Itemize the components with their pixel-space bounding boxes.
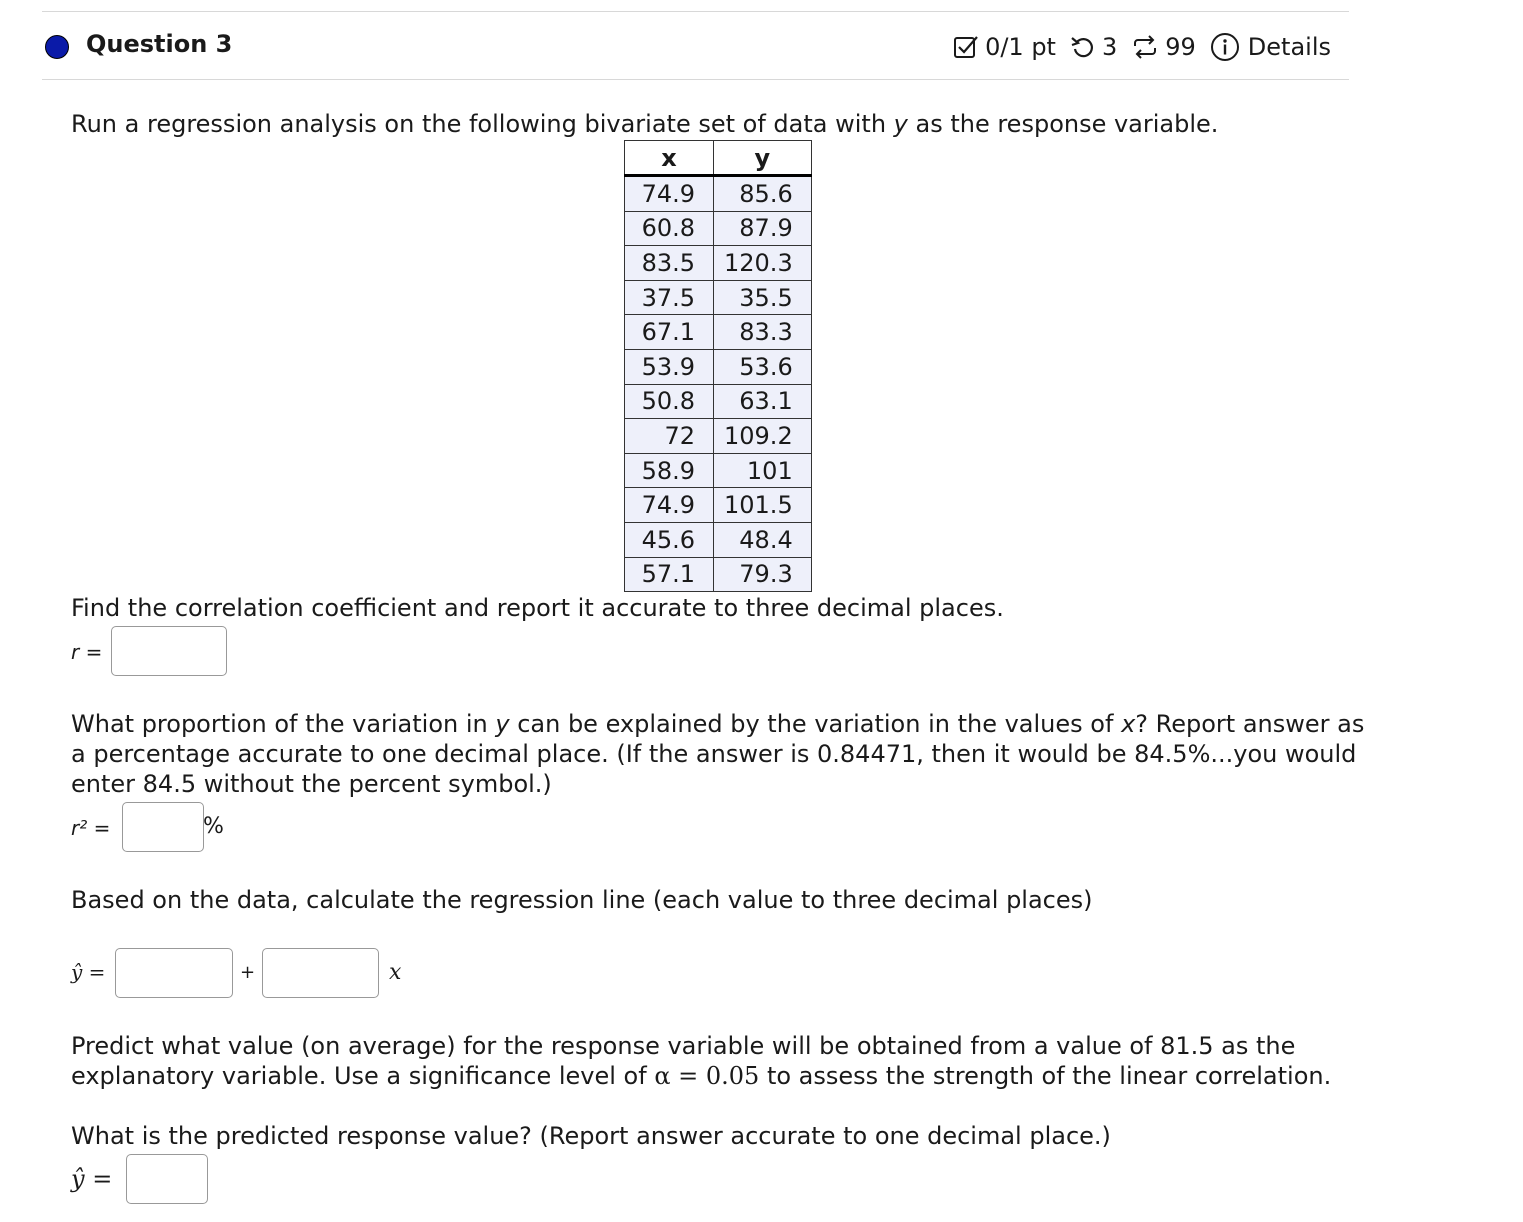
cell-y: 120.3	[714, 246, 812, 281]
checkbox-icon	[953, 34, 979, 60]
r-label: r =	[71, 640, 103, 664]
q4-line2-a: explanatory variable. Use a significance level of	[71, 1062, 655, 1090]
q4-line1: Predict what value (on average) for the response variable will be obtained from a value of 81.5 as the	[71, 1032, 1296, 1060]
question-header	[42, 12, 1349, 80]
q2-line1-a: What proportion of the variation in	[71, 710, 496, 738]
table-header-row	[625, 141, 812, 176]
cell-x: 37.5	[625, 280, 714, 315]
table-row	[625, 522, 812, 557]
header-bottom-divider	[42, 79, 1349, 80]
intro-var: y	[893, 110, 908, 138]
intercept-input[interactable]	[115, 948, 233, 998]
cell-x: 58.9	[625, 453, 714, 488]
cell-y: 35.5	[714, 280, 812, 315]
percent-suffix: %	[203, 814, 224, 839]
q1-prompt: Find the correlation coefficient and report it accurate to three decimal places.	[71, 594, 1004, 622]
cell-y: 85.6	[714, 176, 812, 212]
table-row	[625, 246, 812, 281]
cell-x: 74.9	[625, 488, 714, 523]
data-table	[624, 140, 812, 592]
cell-y: 79.3	[714, 557, 812, 592]
column-header-y: y	[714, 141, 812, 176]
table-row	[625, 349, 812, 384]
attempts-count: 99	[1165, 33, 1196, 61]
table-row	[625, 384, 812, 419]
column-header-x: x	[625, 141, 714, 176]
q2-line1-c: can be explained by the variation in the values of	[509, 710, 1122, 738]
table-row	[625, 315, 812, 350]
cell-x: 60.8	[625, 211, 714, 246]
table-row	[625, 419, 812, 454]
yhat-label: ŷ =	[71, 960, 106, 984]
table-row	[625, 557, 812, 592]
question-title: Question 3	[86, 30, 233, 58]
plus-sign: +	[240, 962, 256, 983]
cell-y: 83.3	[714, 315, 812, 350]
cell-y: 63.1	[714, 384, 812, 419]
table-row	[625, 453, 812, 488]
q2-line1-b: y	[495, 710, 510, 738]
r-input[interactable]	[111, 626, 227, 676]
q2-line1	[71, 709, 1364, 739]
attempts-icon	[1131, 34, 1159, 60]
table-row	[625, 488, 812, 523]
retry-count: 3	[1101, 33, 1118, 61]
x-symbol: x	[389, 960, 402, 985]
cell-x: 53.9	[625, 349, 714, 384]
question-status-bullet	[45, 35, 69, 59]
table-row	[625, 280, 812, 315]
cell-x: 57.1	[625, 557, 714, 592]
q3-prompt: Based on the data, calculate the regression line (each value to three decimal places)	[71, 886, 1093, 914]
score-text: 0/1 pt	[985, 33, 1056, 61]
intro-text	[71, 109, 1218, 139]
cell-x: 83.5	[625, 246, 714, 281]
q2-line1-e: ? Report answer as	[1135, 710, 1365, 738]
cell-y: 53.6	[714, 349, 812, 384]
q2-line3: enter 84.5 without the percent symbol.)	[71, 770, 552, 798]
cell-x: 50.8	[625, 384, 714, 419]
r-squared-label: r² =	[71, 816, 111, 840]
cell-y: 101.5	[714, 488, 812, 523]
q4-line2-c: to assess the strength of the linear correlation.	[759, 1062, 1332, 1090]
r-squared-input[interactable]	[122, 802, 204, 852]
info-icon[interactable]	[1210, 32, 1240, 62]
slope-input[interactable]	[262, 948, 379, 998]
cell-y: 101	[714, 453, 812, 488]
cell-x: 74.9	[625, 176, 714, 212]
question-meta	[953, 32, 1331, 62]
q4-question: What is the predicted response value? (Report answer accurate to one decimal place.)	[71, 1122, 1111, 1150]
cell-x: 72	[625, 419, 714, 454]
table-row	[625, 211, 812, 246]
cell-x: 45.6	[625, 522, 714, 557]
retry-icon[interactable]	[1070, 34, 1096, 60]
predicted-value-input[interactable]	[126, 1154, 208, 1204]
cell-y: 87.9	[714, 211, 812, 246]
q2-line2: a percentage accurate to one decimal place. (If the answer is 0.84471, then it would be 84.5%...you would	[71, 740, 1357, 768]
cell-x: 67.1	[625, 315, 714, 350]
cell-y: 48.4	[714, 522, 812, 557]
q2-line1-d: x	[1121, 710, 1136, 738]
intro-pre: Run a regression analysis on the following bivariate set of data with	[71, 110, 894, 138]
table-row	[625, 176, 812, 212]
cell-y: 109.2	[714, 419, 812, 454]
intro-post: as the response variable.	[907, 110, 1219, 138]
q4-line2	[71, 1061, 1331, 1091]
predicted-yhat-label: ŷ =	[71, 1165, 113, 1193]
details-link[interactable]: Details	[1247, 33, 1331, 61]
alpha-expression: α = 0.05	[654, 1062, 760, 1090]
